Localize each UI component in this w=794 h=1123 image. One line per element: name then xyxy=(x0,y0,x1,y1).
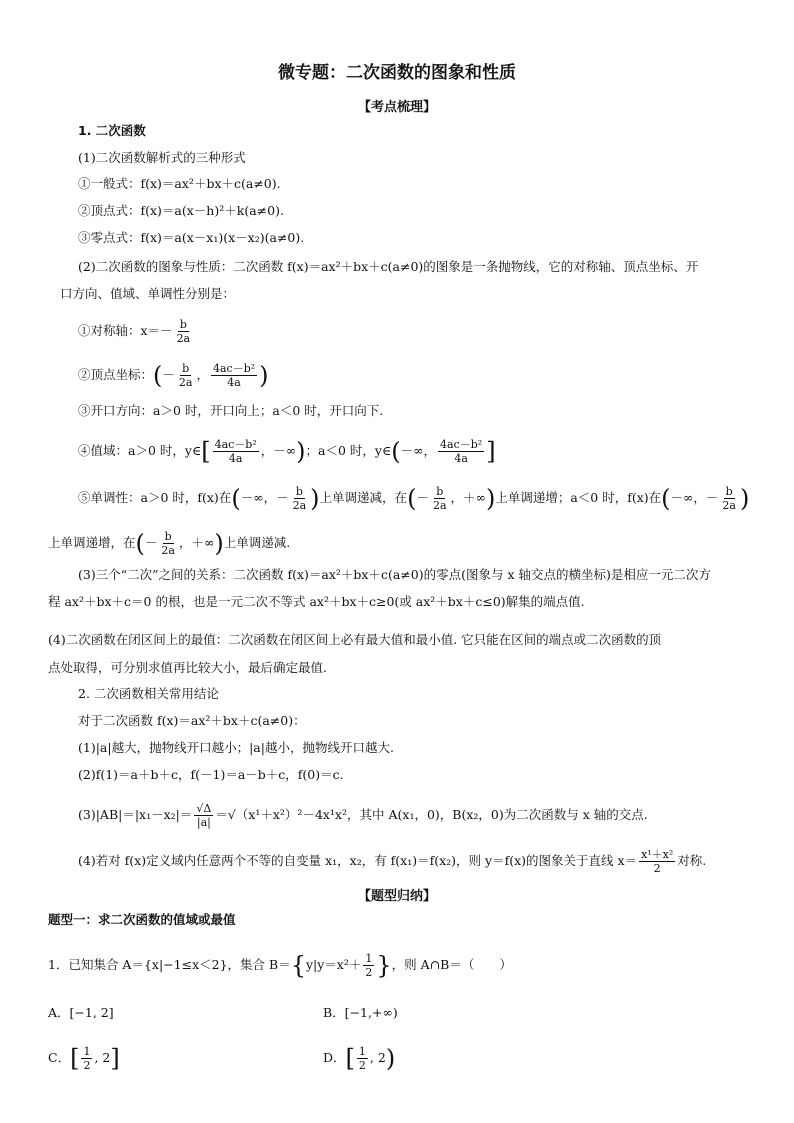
option-d[interactable]: D．[ $\frac{1}{2}$ , 2) xyxy=(323,1044,396,1073)
range: ④值域：a＞0 时，y∈[ $\frac{\text{4ac－b²}}{4a}$ ，－∞)；a＜0 时，y∈(－∞， $\frac{\text{4ac－b²}}{4a}$ ] xyxy=(78,437,496,466)
opening-direction: ③开口方向：a＞0 时，开口向上；a＜0 时，开口向下. xyxy=(78,403,384,418)
heading-conclusions: 2. 二次函数相关常用结论 xyxy=(78,686,219,701)
formula-general: ①一般式：f(x)＝ax²＋bx＋c(a≠0). xyxy=(78,176,281,191)
paragraph-graph-properties-1: (2)二次函数的图象与性质：二次函数 f(x)＝ax²＋bx＋c(a≠0)的图象是一条抛物线，它的对称轴、顶点坐标、开 xyxy=(78,259,699,274)
heading-quadratic-function: 1. 二次函数 xyxy=(78,123,146,138)
paragraph-extrema-2: 点处取得，可分别求值再比较大小，最后确定最值. xyxy=(48,660,327,675)
monotonicity-1: ⑤单调性：a＞0 时，f(x)在(－∞，－ $\frac{b}{2a}$ )上单调递减，在(－ $\frac{b}{2a}$ ，＋∞)上单调递增；a＜0 时，f(x)在(－∞，－ $\frac{b}{2a}$ ) xyxy=(78,484,750,513)
paragraph-three-quadratics-2: 程 ax²＋bx＋c＝0 的根，也是一元二次不等式 ax²＋bx＋c≥0(或 ax²＋bx＋c≤0)解集的端点值. xyxy=(48,594,585,609)
option-b[interactable]: B．[−1,+∞) xyxy=(323,1005,398,1020)
paragraph-three-quadratics-1: (3)三个“二次”之间的关系：二次函数 f(x)＝ax²＋bx＋c(a≠0)的零点(图象与 x 轴交点的横坐标)是相应一元二次方 xyxy=(78,567,711,582)
option-c[interactable]: C．[ $\frac{1}{2}$ , 2] xyxy=(48,1044,120,1073)
monotonicity-2: 上单调递增，在(－ $\frac{b}{2a}$ ，＋∞)上单调递减. xyxy=(48,529,291,558)
question-1: 1．已知集合 A＝{x|−1≤x＜2}，集合 B＝{y|y＝x²＋ $\frac{1}{2}$ }，则 A∩B＝（ ） xyxy=(48,951,512,980)
question-type-1: 题型一：求二次函数的值域或最值 xyxy=(48,912,236,927)
page-title: 微专题：二次函数的图象和性质 xyxy=(278,63,516,83)
formula-zero: ③零点式：f(x)＝a(x－x₁)(x－x₂)(a≠0). xyxy=(78,230,305,245)
conclusion-3: (3)|AB|＝|x₁－x₂|＝ $\frac{√\Delta}{|a|}$ ＝√（x¹＋x²）²－4x¹x²，其中 A(x₁，0)，B(x₂，0)为二次函数与 x 轴的交点. xyxy=(78,802,648,829)
conclusion-2: (2)f(1)＝a＋b＋c，f(－1)＝a－b＋c，f(0)＝c. xyxy=(78,767,344,782)
conclusion-1: (1)|a|越大，抛物线开口越小；|a|越小，抛物线开口越大. xyxy=(78,740,394,755)
formula-vertex: ②顶点式：f(x)＝a(x－h)²＋k(a≠0). xyxy=(78,203,284,218)
paragraph-three-forms: (1)二次函数解析式的三种形式 xyxy=(78,150,246,165)
paragraph-graph-properties-2: 口方向、值域、单调性分别是： xyxy=(60,286,236,301)
paragraph-extrema-1: (4)二次函数在闭区间上的最值：二次函数在闭区间上必有最大值和最小值. 它只能在区间的端点或二次函数的顶 xyxy=(48,632,662,647)
section-heading-kaodian: 【考点梳理】 xyxy=(357,100,436,115)
conclusion-4: (4)若对 f(x)定义域内任意两个不等的自变量 x₁，x₂，有 f(x₁)＝f(x₂)，则 y＝f(x)的图象关于直线 x＝ $\frac{\text{x¹＋x²}}{2}$ 对称. xyxy=(78,848,707,875)
conclusion-intro: 对于二次函数 f(x)＝ax²＋bx＋c(a≠0)： xyxy=(78,713,306,728)
option-a[interactable]: A．[−1, 2] xyxy=(48,1005,114,1020)
vertex-coordinates: ②顶点坐标：(－ $\frac{b}{2a}$ ， $\frac{\text{4ac－b²}}{4a}$ ) xyxy=(78,361,269,390)
symmetry-axis: ①对称轴：x＝－ $\frac{b}{2a}$ xyxy=(78,318,191,345)
section-heading-tixing: 【题型归纳】 xyxy=(357,889,436,904)
